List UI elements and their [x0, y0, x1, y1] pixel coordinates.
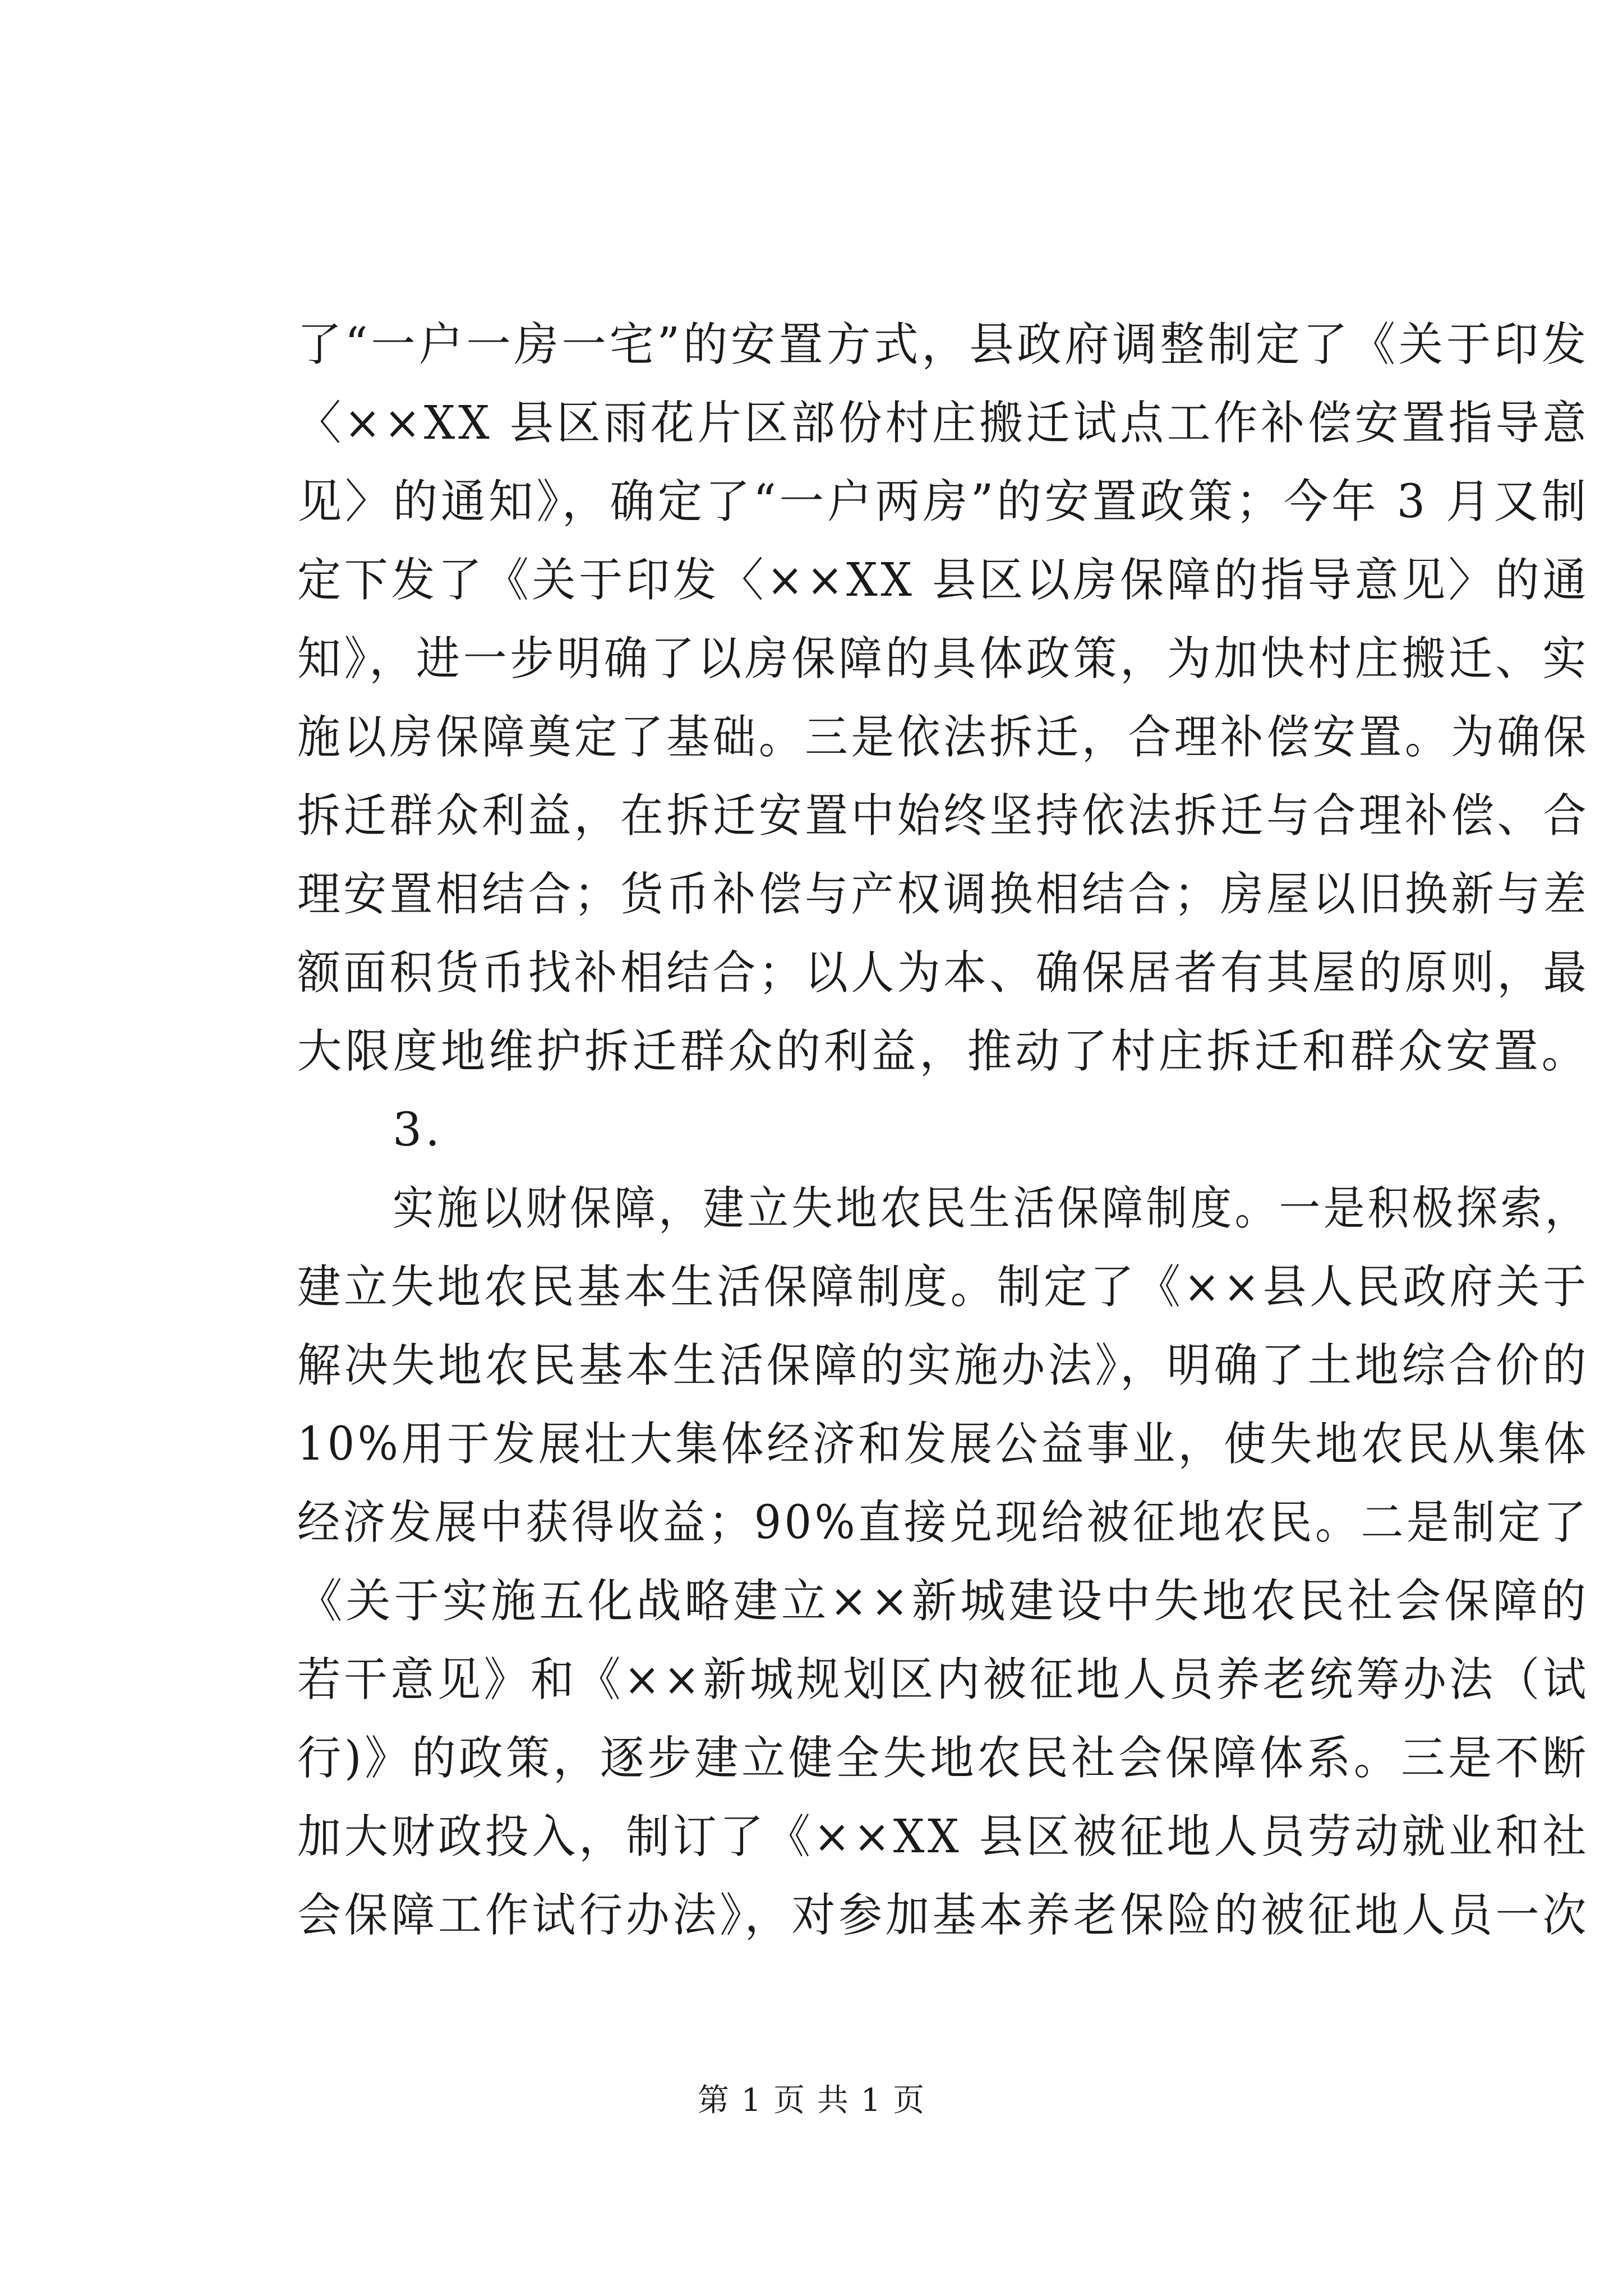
body-text-line: 知》，进一步明确了以房保障的具体政策，为加快村庄搬迁、实	[297, 632, 1590, 685]
section-number: 3.	[393, 1103, 444, 1157]
body-text-line: 定下发了《关于印发〈××XX 县区以房保障的指导意见〉的通	[297, 554, 1590, 607]
body-text-line: 经济发展中获得收益；90%直接兑现给被征地农民。二是制定了	[297, 1496, 1589, 1549]
body-text-line: 额面积货币找补相结合；以人为本、确保居者有其屋的原则，最	[297, 946, 1590, 1000]
body-text-line: 10%用于发展壮大集体经济和发展公益事业，使失地农民从集体	[297, 1418, 1589, 1471]
body-text-line: 会保障工作试行办法》，对参加基本养老保险的被征地人员一次	[297, 1889, 1590, 1942]
body-text-line: 见〉的通知》，确定了“一户两房”的安置政策；今年 3 月又制	[297, 475, 1589, 528]
body-text-line: 拆迁群众利益，在拆迁安置中始终坚持依法拆迁与合理补偿、合	[297, 789, 1590, 843]
body-text-line: 行)》的政策，逐步建立健全失地农民社会保障体系。三是不断	[297, 1732, 1589, 1785]
body-text-line: 理安置相结合；货币补偿与产权调换相结合；房屋以旧换新与差	[297, 868, 1590, 921]
body-text-line: 施以房保障奠定了基础。三是依法拆迁，合理补偿安置。为确保	[297, 711, 1590, 764]
body-text-line: 了“一户一房一宅”的安置方式，县政府调整制定了《关于印发	[297, 318, 1589, 371]
body-text-line: 若干意见》和《××新城规划区内被征地人员养老统筹办法（试	[297, 1653, 1590, 1706]
body-text-line: 加大财政投入，制订了《××XX 县区被征地人员劳动就业和社	[297, 1810, 1590, 1864]
page-footer: 第 1 页 共 1 页	[697, 2082, 926, 2119]
body-text-line: 《关于实施五化战略建立××新城建设中失地农民社会保障的	[297, 1575, 1590, 1628]
body-text-line: 建立失地农民基本生活保障制度。制定了《××县人民政府关于	[297, 1260, 1590, 1314]
body-text-line: 大限度地维护拆迁群众的利益，推动了村庄拆迁和群众安置。	[297, 1025, 1590, 1078]
body-text-line: 解决失地农民基本生活保障的实施办法》，明确了土地综合价的	[297, 1339, 1590, 1392]
paragraph-first-line: 实施以财保障，建立失地农民生活保障制度。一是积极探索，	[393, 1182, 1589, 1235]
body-text-line: 〈××XX 县区雨花片区部份村庄搬迁试点工作补偿安置指导意	[297, 397, 1590, 450]
